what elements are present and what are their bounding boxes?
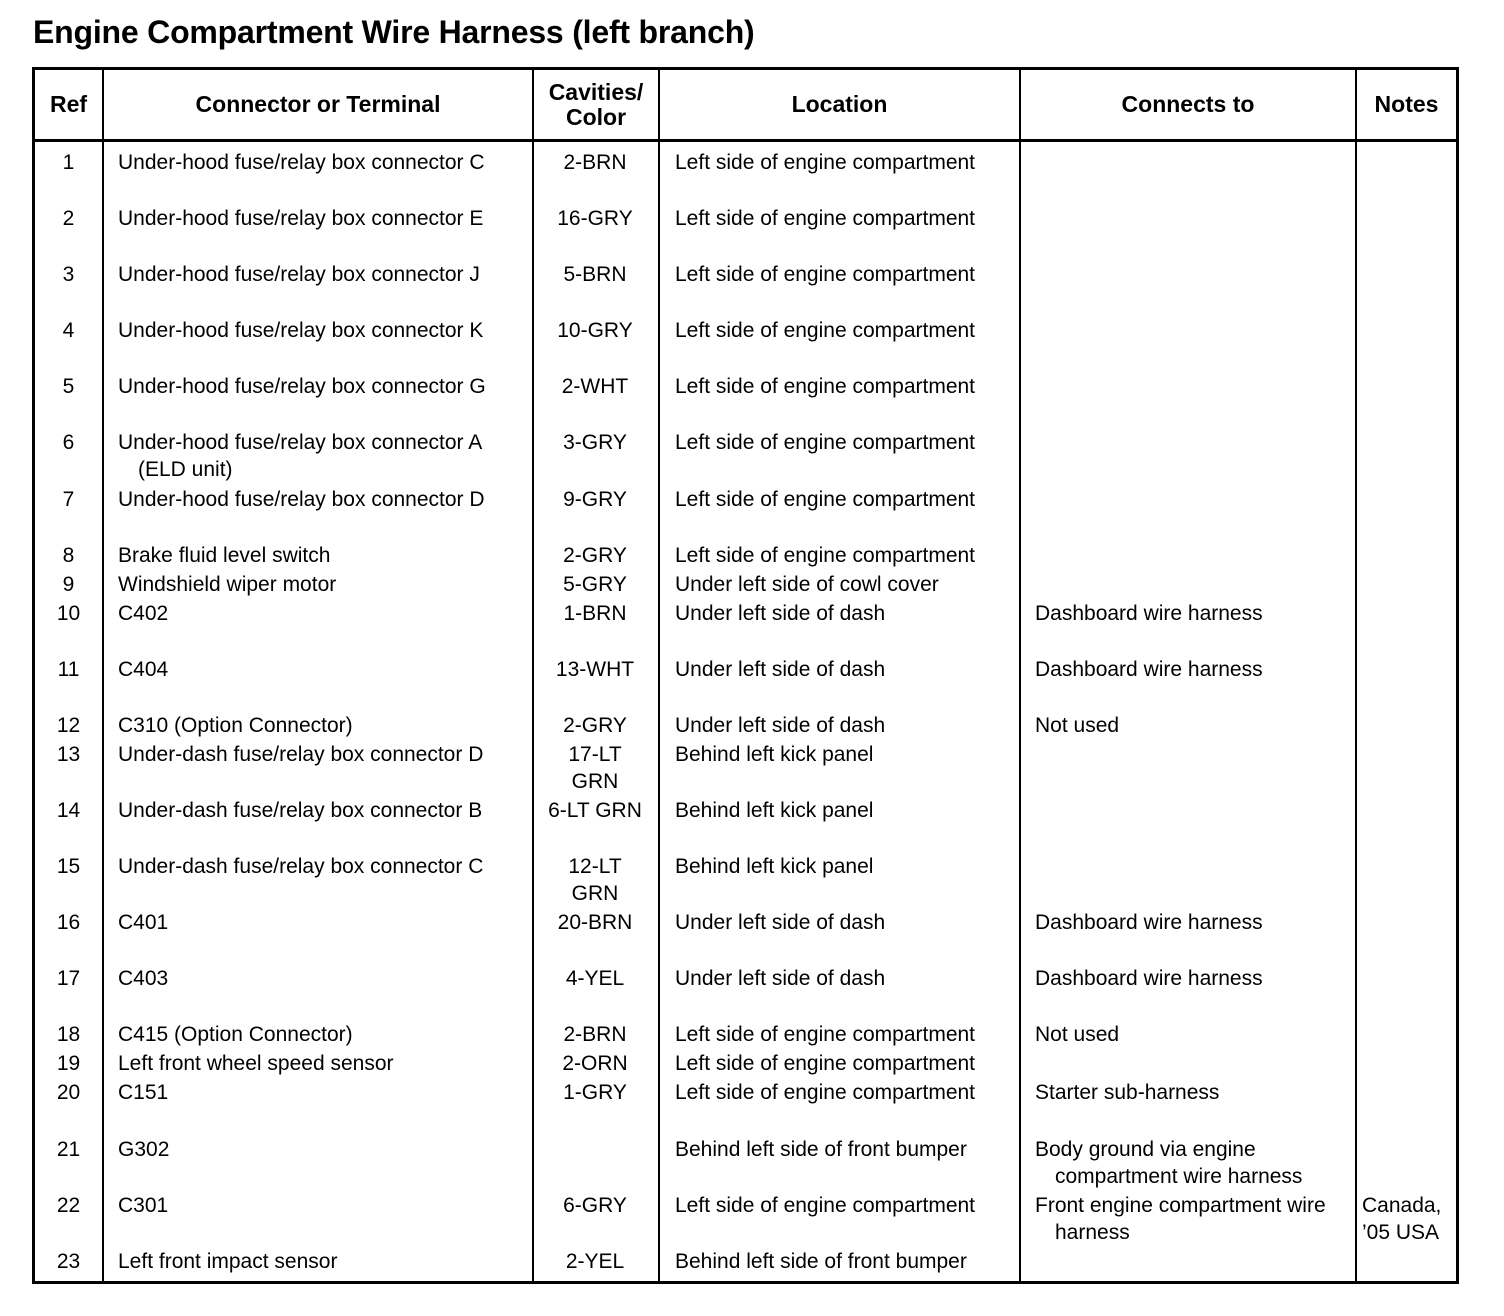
connects-to-text: Body ground via engine [1035,1138,1256,1161]
ref-cell: 3 [62,263,75,286]
connector-text: Windshield wiper motor [118,573,337,596]
connects-to-cell [1035,1021,1355,1048]
connects-to-text-line2: compartment wire harness [1055,1165,1303,1188]
connector-text: C310 (Option Connector) [118,714,353,737]
ref-cell: 8 [62,544,75,567]
location-cell: Left side of engine compartment [675,1194,976,1217]
connector-cell [118,429,528,483]
location-cell: Under left side of dash [675,602,886,625]
cavities-text: 1-BRN [563,602,627,625]
connects-to-text: Dashboard wire harness [1035,658,1263,681]
location-cell: Behind left side of front bumper [675,1250,967,1273]
cavities-text: 20-BRN [557,911,633,934]
ref-cell: 21 [56,1138,81,1161]
location-cell: Left side of engine compartment [675,544,976,567]
cavities-cell [533,486,657,513]
connects-to-cell [1035,965,1355,992]
location-cell: Under left side of dash [675,967,886,990]
cavities-text: 2-ORN [562,1052,628,1075]
connects-to-text: Dashboard wire harness [1035,967,1263,990]
ref-cell: 9 [62,573,75,596]
location-cell: Under left side of dash [675,658,886,681]
column-divider [1355,70,1357,1281]
cavities-text-line2: GRN [571,770,619,793]
cavities-cell [533,373,657,400]
cavities-text: 10-GRY [557,319,633,342]
connector-text: Left front impact sensor [118,1250,338,1273]
header-ref: Ref [49,91,88,117]
cavities-cell [533,741,657,795]
cavities-cell [533,429,657,456]
location-cell: Behind left kick panel [675,855,874,878]
cavities-text: 12-LT [568,855,622,878]
cavities-text: 3-GRY [563,431,627,454]
connector-text: C301 [118,1194,169,1217]
connector-text: Under-hood fuse/relay box connector J [118,263,480,286]
connects-to-text: Not used [1035,714,1120,737]
connector-text: C415 (Option Connector) [118,1023,353,1046]
header-connector: Connector or Terminal [195,91,441,117]
ref-cell: 10 [56,602,81,625]
location-cell: Left side of engine compartment [675,375,976,398]
connector-text: C404 [118,658,169,681]
location-cell: Left side of engine compartment [675,319,976,342]
cavities-cell [533,542,657,569]
connector-text: C151 [118,1081,169,1104]
connects-to-text: Front engine compartment wire [1035,1194,1326,1217]
ref-cell: 16 [56,911,81,934]
connector-cell [118,542,528,569]
cavities-text: 5-BRN [563,263,627,286]
connector-text: Under-dash fuse/relay box connector C [118,855,484,878]
location-cell: Under left side of dash [675,714,886,737]
header-cavities-line1: Cavities/ [548,78,644,105]
ref-cell: 11 [57,658,80,681]
header-cavities-line2: Color [565,103,627,130]
header-location: Location [791,91,888,117]
location-cell: Behind left kick panel [675,799,874,822]
connector-text: Under-hood fuse/relay box connector C [118,151,485,174]
cavities-cell [533,1050,657,1077]
cavities-cell [533,965,657,992]
ref-cell: 19 [56,1052,81,1075]
ref-cell: 13 [56,743,81,766]
notes-text: Canada, [1362,1194,1442,1217]
ref-cell: 7 [62,488,75,511]
connects-to-text-line2: harness [1055,1221,1130,1244]
connects-to-text: Dashboard wire harness [1035,602,1263,625]
column-divider [102,70,104,1281]
connects-to-text: Starter sub-harness [1035,1081,1220,1104]
location-cell: Behind left kick panel [675,743,874,766]
header-divider [35,139,1456,142]
cavities-cell [533,1248,657,1275]
cavities-cell [533,1079,657,1106]
location-cell: Under left side of dash [675,911,886,934]
location-cell: Left side of engine compartment [675,1081,976,1104]
connects-to-cell [1035,1079,1355,1106]
connector-cell [118,571,528,598]
ref-cell: 5 [62,375,75,398]
cavities-text: 2-WHT [561,375,629,398]
connector-cell [118,853,528,880]
connector-text: Under-dash fuse/relay box connector B [118,799,483,822]
connector-cell [118,1021,528,1048]
location-cell: Behind left side of front bumper [675,1138,967,1161]
connector-cell [118,373,528,400]
location-cell: Left side of engine compartment [675,431,976,454]
notes-cell [1362,1192,1452,1246]
ref-cell: 1 [62,151,75,174]
column-divider [658,70,660,1281]
cavities-text: 2-BRN [563,151,627,174]
connector-cell [118,261,528,288]
cavities-cell [533,853,657,907]
connects-to-cell [1035,656,1355,683]
cavities-cell [533,797,657,824]
column-divider [1019,70,1021,1281]
connector-text: Under-hood fuse/relay box connector D [118,488,485,511]
cavities-cell [533,600,657,627]
ref-cell: 23 [56,1250,81,1273]
ref-cell: 18 [56,1023,81,1046]
connector-cell [118,656,528,683]
ref-cell: 17 [56,967,81,990]
connector-text-line2: (ELD unit) [138,458,233,481]
cavities-text: 5-GRY [563,573,627,596]
ref-cell: 22 [56,1194,81,1217]
cavities-cell [533,261,657,288]
cavities-cell [533,909,657,936]
cavities-cell [533,656,657,683]
cavities-text: 13-WHT [555,658,635,681]
location-cell: Left side of engine compartment [675,151,976,174]
connects-to-cell [1035,1192,1355,1246]
location-cell: Left side of engine compartment [675,1052,976,1075]
location-cell: Left side of engine compartment [675,488,976,511]
connector-text: Under-hood fuse/relay box connector E [118,207,484,230]
cavities-text: 9-GRY [563,488,627,511]
connector-cell [118,486,528,513]
connector-cell [118,149,528,176]
cavities-text: 2-BRN [563,1023,627,1046]
ref-cell: 20 [56,1081,81,1104]
connector-text: Brake fluid level switch [118,544,331,567]
cavities-text: 6-GRY [563,1194,627,1217]
connector-cell [118,1136,528,1163]
connects-to-text: Dashboard wire harness [1035,911,1263,934]
connector-cell [118,741,528,768]
header-connects-to: Connects to [1121,91,1255,117]
ref-cell: 14 [56,799,81,822]
cavities-text: 4-YEL [565,967,625,990]
connector-text: Under-hood fuse/relay box connector G [118,375,486,398]
connector-text: C401 [118,911,169,934]
connector-cell [118,965,528,992]
connector-cell [118,1248,528,1275]
ref-cell: 2 [62,207,75,230]
connects-to-text: Not used [1035,1023,1120,1046]
ref-cell: 12 [56,714,81,737]
connector-cell [118,1192,528,1219]
notes-text-line2: ’05 USA [1362,1221,1440,1244]
header-notes: Notes [1374,91,1439,117]
connector-text: Under-hood fuse/relay box connector A [118,431,483,454]
connector-text: Under-dash fuse/relay box connector D [118,743,484,766]
cavities-cell [533,712,657,739]
connects-to-cell [1035,909,1355,936]
cavities-text-line2: GRN [571,882,619,905]
connects-to-cell [1035,1136,1355,1190]
connector-cell [118,712,528,739]
harness-table [32,67,1459,1284]
ref-cell: 6 [62,431,75,454]
connector-text: Under-hood fuse/relay box connector K [118,319,484,342]
cavities-cell [533,205,657,232]
cavities-text: 16-GRY [557,207,633,230]
cavities-cell [533,1192,657,1219]
connector-text: G302 [118,1138,170,1161]
header-cavities [534,70,658,139]
connector-cell [118,205,528,232]
ref-cell: 15 [56,855,81,878]
connector-cell [118,1050,528,1077]
connector-text: C403 [118,967,169,990]
connects-to-cell [1035,600,1355,627]
cavities-cell [533,571,657,598]
connector-text: C402 [118,602,169,625]
location-cell: Under left side of cowl cover [675,573,939,596]
cavities-cell [533,149,657,176]
connects-to-cell [1035,712,1355,739]
connector-cell [118,317,528,344]
cavities-text: 1-GRY [563,1081,627,1104]
connector-cell [118,797,528,824]
cavities-cell [533,1021,657,1048]
cavities-text: 17-LT [568,743,622,766]
page-title: Engine Compartment Wire Harness (left branch) [33,14,755,50]
location-cell: Left side of engine compartment [675,263,976,286]
cavities-text: 2-GRY [563,544,627,567]
connector-cell [118,600,528,627]
connector-text: Left front wheel speed sensor [118,1052,394,1075]
connector-cell [118,1079,528,1106]
cavities-cell [533,317,657,344]
cavities-text: 6-LT GRN [548,799,642,822]
location-cell: Left side of engine compartment [675,1023,976,1046]
connector-cell [118,909,528,936]
cavities-text: 2-GRY [563,714,627,737]
cavities-text: 2-YEL [565,1250,625,1273]
ref-cell: 4 [62,319,75,342]
location-cell: Left side of engine compartment [675,207,976,230]
